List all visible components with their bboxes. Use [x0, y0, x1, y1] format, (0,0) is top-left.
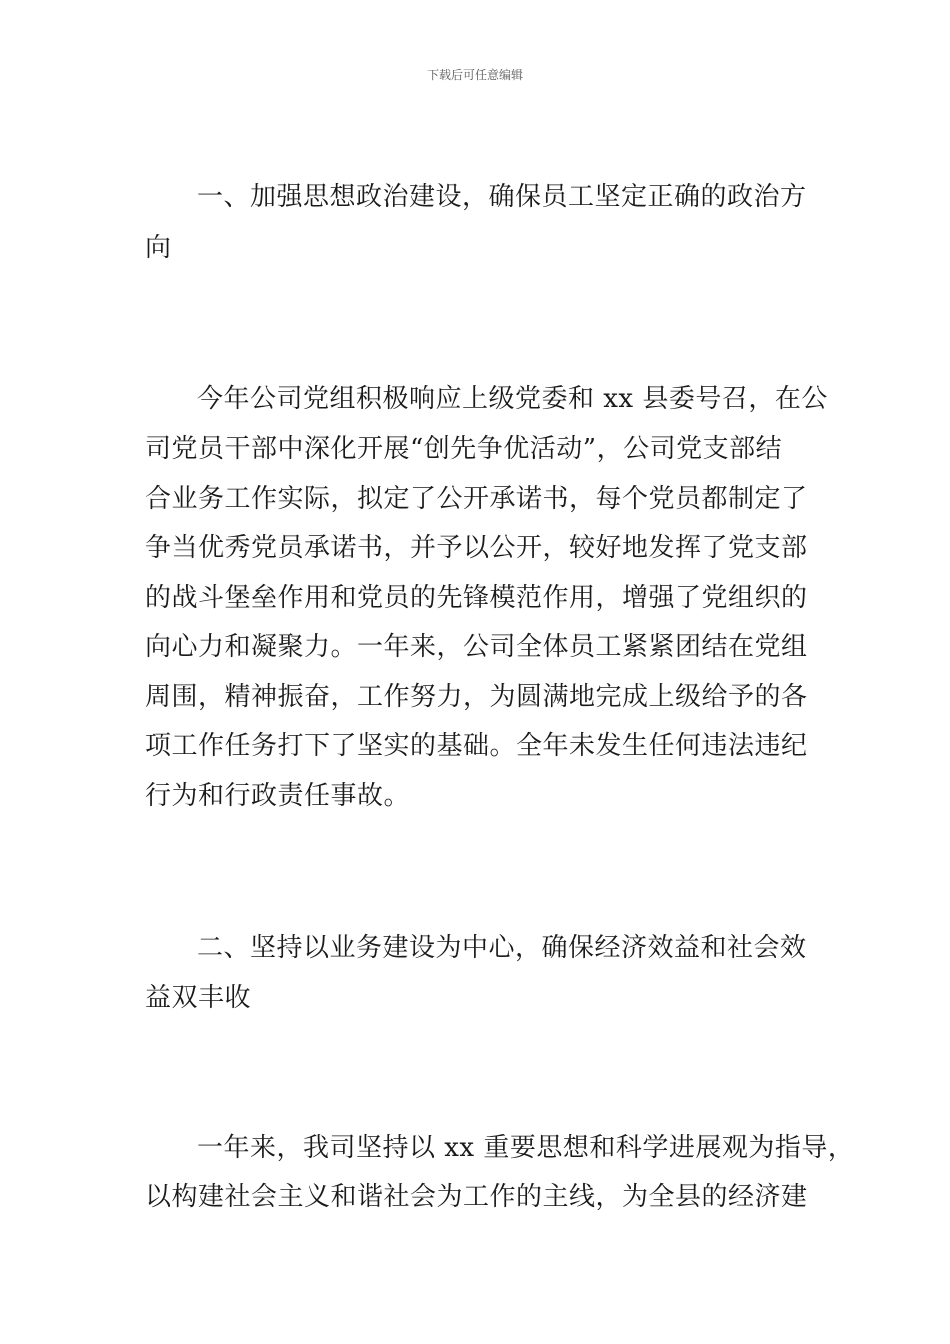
section-1-paragraph-line-1: 今年公司党组积极响应上级党委和 xx 县委号召，在公: [197, 384, 828, 414]
section-1-paragraph-line-5: 的战斗堡垒作用和党员的先锋模范作用，增强了党组织的: [145, 583, 808, 613]
section-2-paragraph-line-1: 一年来，我司坚持以 xx 重要思想和科学进展观为指导，: [197, 1133, 855, 1163]
section-2-paragraph-line-2: 以构建社会主义和谐社会为工作的主线，为全县的经济建: [145, 1182, 808, 1212]
section-1-paragraph-line-4: 争当优秀党员承诺书，并予以公开，较好地发挥了党支部: [145, 533, 808, 563]
section-1-paragraph-line-3: 合业务工作实际，拟定了公开承诺书，每个党员都制定了: [145, 484, 808, 514]
section-1-paragraph-line-9: 行为和行政责任事故。: [145, 781, 411, 811]
section-1-paragraph-line-6: 向心力和凝聚力。一年来，公司全体员工紧紧团结在党组: [145, 632, 808, 662]
section-1-paragraph-line-7: 周围，精神振奋，工作努力，为圆满地完成上级给予的各: [145, 682, 808, 712]
section-1-heading-line-1: 一、加强思想政治建设，确保员工坚定正确的政治方: [197, 182, 807, 212]
section-1-heading-line-2: 向: [145, 233, 172, 263]
section-1-paragraph-line-2: 司党员干部中深化开展“创先争优活动”，公司党支部结: [145, 434, 783, 464]
section-2-heading-line-2: 益双丰收: [145, 983, 252, 1013]
page-header: 下载后可任意编辑: [426, 68, 523, 82]
section-1-paragraph-line-8: 项工作任务打下了坚实的基础。全年未发生任何违法违纪: [145, 731, 808, 761]
section-2-heading-line-1: 二、坚持以业务建设为中心，确保经济效益和社会效: [197, 933, 807, 963]
